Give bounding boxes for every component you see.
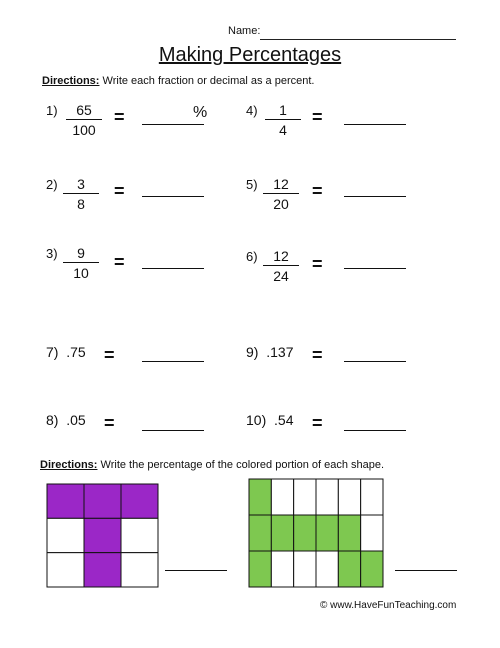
- directions-label: Directions:: [42, 75, 100, 87]
- fraction-bar: [63, 193, 99, 194]
- shape-grid-purple: [46, 483, 159, 588]
- equals-sign: =: [114, 252, 125, 272]
- answer-line[interactable]: [344, 124, 406, 125]
- answer-line[interactable]: [344, 268, 406, 269]
- name-label: Name:: [228, 25, 261, 37]
- grid-cell-empty: [47, 553, 84, 587]
- grid-cell-colored: [361, 551, 383, 587]
- directions-fraction-decimal: [42, 75, 314, 87]
- fraction-denominator: 8: [77, 196, 85, 212]
- equals-sign: =: [312, 181, 323, 201]
- decimal-problem: 9) .137: [246, 344, 294, 360]
- equals-sign: =: [312, 413, 323, 433]
- grid-cell-colored: [249, 515, 271, 551]
- answer-line[interactable]: [142, 361, 204, 362]
- grid-cell-colored: [121, 484, 158, 518]
- problem-number: 3): [46, 246, 58, 261]
- fraction-denominator: 4: [279, 122, 287, 138]
- fraction-numerator: 12: [273, 176, 289, 192]
- grid-cell-empty: [47, 518, 84, 552]
- problem-number: 4): [246, 103, 258, 118]
- fraction-denominator: 100: [72, 122, 96, 138]
- grid-cell-empty: [121, 518, 158, 552]
- grid-cell-colored: [84, 484, 121, 518]
- fraction-denominator: 20: [273, 196, 289, 212]
- decimal-problem: 10) .54: [246, 412, 294, 428]
- equals-sign: =: [114, 181, 125, 201]
- grid-cell-empty: [121, 553, 158, 587]
- answer-line[interactable]: [344, 196, 406, 197]
- fraction-bar: [265, 119, 301, 120]
- answer-line[interactable]: [142, 268, 204, 269]
- fraction-bar: [66, 119, 102, 120]
- answer-line[interactable]: [165, 570, 227, 571]
- grid-cell-colored: [47, 484, 84, 518]
- grid-cell-empty: [294, 551, 316, 587]
- fraction: [66, 102, 102, 138]
- fraction-denominator: 24: [273, 268, 289, 284]
- grid-cell-empty: [271, 551, 293, 587]
- grid-cell-colored: [249, 479, 271, 515]
- grid-cell-colored: [84, 518, 121, 552]
- grid-cell-empty: [271, 479, 293, 515]
- equals-sign: =: [104, 413, 115, 433]
- answer-line[interactable]: [395, 570, 457, 571]
- fraction: [263, 176, 299, 212]
- answer-line[interactable]: [344, 430, 406, 431]
- equals-sign: =: [114, 107, 125, 127]
- fraction-bar: [63, 262, 99, 263]
- directions-text: Write the percentage of the colored portion of each shape.: [97, 459, 385, 471]
- page-title: Making Percentages: [158, 44, 342, 66]
- grid-cell-empty: [338, 479, 360, 515]
- equals-sign: =: [104, 345, 115, 365]
- directions-text: Write each fraction or decimal as a percent.: [99, 75, 315, 87]
- answer-line[interactable]: [142, 430, 204, 431]
- footer-copyright: © www.HaveFunTeaching.com: [320, 600, 457, 611]
- equals-sign: =: [312, 254, 323, 274]
- fraction: [63, 245, 99, 281]
- answer-line[interactable]: [142, 196, 204, 197]
- grid-cell-colored: [338, 551, 360, 587]
- grid-cell-colored: [249, 551, 271, 587]
- fraction-numerator: 1: [279, 102, 287, 118]
- percent-sign: %: [193, 104, 208, 121]
- grid-cell-colored: [271, 515, 293, 551]
- answer-line[interactable]: [344, 361, 406, 362]
- problem-number: 2): [46, 177, 58, 192]
- fraction: [63, 176, 99, 212]
- fraction-numerator: 9: [77, 245, 85, 261]
- fraction: [265, 102, 301, 138]
- decimal-problem: 8) .05: [46, 412, 86, 428]
- grid-cell-colored: [316, 515, 338, 551]
- fraction-bar: [263, 265, 299, 266]
- fraction-bar: [263, 193, 299, 194]
- decimal-problem: 7) .75: [46, 344, 86, 360]
- equals-sign: =: [312, 107, 323, 127]
- grid-cell-colored: [84, 553, 121, 587]
- grid-cell-colored: [338, 515, 360, 551]
- fraction-denominator: 10: [73, 265, 89, 281]
- shape-grid-green: [248, 478, 384, 588]
- name-answer-line[interactable]: [260, 39, 456, 40]
- problem-number: 5): [246, 177, 258, 192]
- grid-cell-empty: [361, 515, 383, 551]
- grid-cell-empty: [361, 479, 383, 515]
- grid-cell-colored: [294, 515, 316, 551]
- grid-cell-empty: [294, 479, 316, 515]
- grid-cell-empty: [316, 551, 338, 587]
- problem-number: 6): [246, 249, 258, 264]
- answer-line[interactable]: [142, 124, 204, 125]
- fraction-numerator: 3: [77, 176, 85, 192]
- equals-sign: =: [312, 345, 323, 365]
- directions-label: Directions:: [40, 459, 98, 471]
- problem-number: 1): [46, 103, 58, 118]
- grid-cell-empty: [316, 479, 338, 515]
- fraction-numerator: 12: [273, 248, 289, 264]
- directions-shapes: [40, 459, 384, 471]
- fraction-numerator: 65: [76, 102, 92, 118]
- fraction: [263, 248, 299, 284]
